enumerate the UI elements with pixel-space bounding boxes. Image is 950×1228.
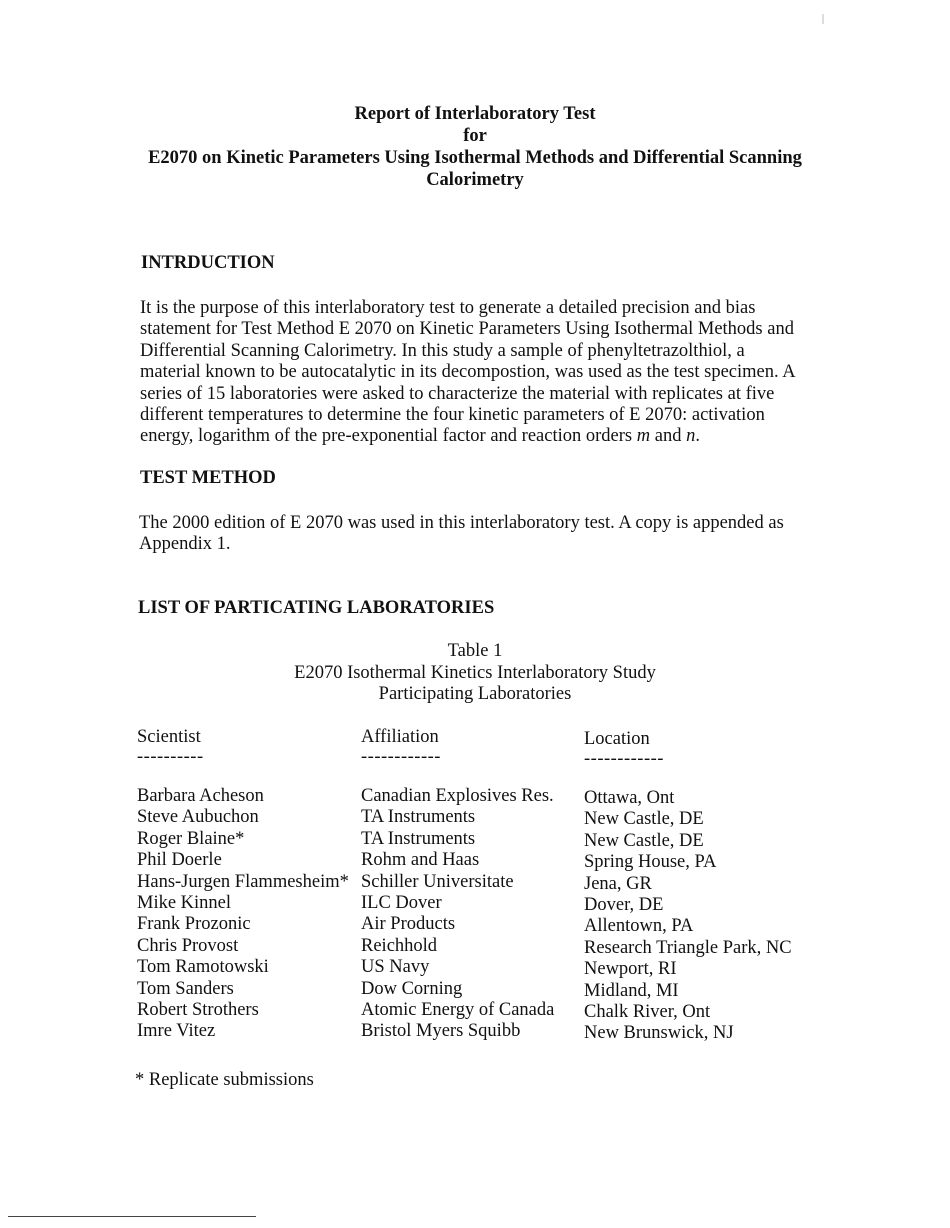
affiliation-name: Canadian Explosives Res.: [361, 786, 554, 806]
title-line-4: Calorimetry: [426, 170, 524, 190]
affiliation-name: Dow Corning: [361, 978, 463, 999]
variable-m: m: [636, 426, 651, 447]
affiliation-name: Air Products: [361, 914, 456, 935]
location-list: [584, 788, 792, 1045]
scientist-name: Tom Sanders: [137, 978, 234, 999]
affiliation-name: Schiller Universitate: [361, 871, 514, 892]
scientist-name: Imre Vitez: [137, 1021, 216, 1042]
test-method-paragraph: [139, 513, 784, 556]
affiliation-name: Rohm and Haas: [361, 850, 480, 871]
table-number: Table 1: [447, 641, 503, 661]
introduction-paragraph: [140, 298, 796, 448]
location-name: New Brunswick, NJ: [584, 1023, 734, 1044]
scientist-name: Hans-Jurgen Flammesheim*: [137, 871, 349, 892]
intro-line: different temperatures to determine the four kinetic parameters of E 2070: activation: [140, 405, 765, 426]
scientist-name: Phil Doerle: [137, 850, 222, 871]
location-name: Allentown, PA: [584, 916, 694, 937]
scan-mark: [822, 14, 824, 24]
scientist-name: Steve Aubuchon: [137, 807, 259, 828]
column-rule: ------------: [584, 749, 664, 769]
scientist-name: Robert Strothers: [137, 1000, 259, 1021]
location-name: Jena, GR: [584, 873, 652, 894]
introduction-heading: INTRDUCTION: [141, 253, 275, 273]
intro-line: material known to be autocatalytic in its decompostion, was used as the test specimen. A: [140, 362, 796, 383]
title-line-1: Report of Interlaboratory Test: [354, 104, 596, 124]
location-name: Ottawa, Ont: [584, 788, 675, 808]
scientist-name: Chris Provost: [137, 935, 239, 956]
affiliation-name: Bristol Myers Squibb: [361, 1021, 521, 1042]
scientist-name: Mike Kinnel: [137, 893, 232, 914]
affiliation-list: [361, 786, 554, 1043]
scientist-name: Frank Prozonic: [137, 914, 251, 935]
column-header: Scientist: [137, 727, 201, 747]
test-method-line: Appendix 1.: [139, 534, 231, 555]
period: .: [695, 426, 700, 447]
title-line-3: E2070 on Kinetic Parameters Using Isothermal Methods and Differential Scanning: [148, 148, 802, 168]
intro-line: Differential Scanning Calorimetry. In this study a sample of phenyltetrazolthiol, a: [140, 340, 745, 361]
location-column: [584, 728, 792, 1045]
location-name: Research Triangle Park, NC: [584, 937, 792, 958]
intro-last-line: [140, 426, 796, 447]
location-name: Spring House, PA: [584, 852, 717, 873]
location-name: Chalk River, Ont: [584, 1002, 711, 1023]
location-name: New Castle, DE: [584, 830, 704, 851]
labs-heading: LIST OF PARTICATING LABORATORIES: [138, 598, 495, 618]
affiliation-name: US Navy: [361, 957, 430, 978]
scientist-name: Roger Blaine*: [137, 828, 245, 849]
test-method-line: The 2000 edition of E 2070 was used in this interlaboratory test. A copy is appended as: [139, 513, 784, 533]
scientist-name: Tom Ramotowski: [137, 957, 269, 978]
test-method-heading: TEST METHOD: [140, 468, 276, 488]
variable-n: n: [686, 426, 696, 447]
table-subtitle: Participating Laboratories: [378, 684, 572, 704]
column-rule: ----------: [137, 747, 204, 767]
intro-line: It is the purpose of this interlaboratory test to generate a detailed precision and bias: [140, 298, 756, 318]
intro-line-text: energy, logarithm of the pre-exponential factor and reaction orders: [140, 426, 637, 447]
column-header: Affiliation: [361, 727, 439, 747]
affiliation-name: ILC Dover: [361, 893, 442, 914]
affiliation-name: TA Instruments: [361, 828, 476, 849]
and-text: and: [650, 426, 687, 447]
column-rule: ------------: [361, 747, 441, 767]
location-name: New Castle, DE: [584, 809, 704, 830]
table-caption: [0, 641, 950, 706]
intro-line: statement for Test Method E 2070 on Kinetic Parameters Using Isothermal Methods and: [140, 319, 794, 340]
column-header: Location: [584, 729, 650, 749]
report-title: [0, 103, 950, 191]
footer-divider: [8, 1216, 256, 1217]
affiliation-name: Reichhold: [361, 935, 438, 956]
intro-line: series of 15 laboratories were asked to characterize the material with replicates at five: [140, 383, 775, 404]
location-name: Newport, RI: [584, 959, 677, 980]
title-line-2: for: [463, 126, 487, 146]
affiliation-column: [361, 726, 554, 1043]
affiliation-name: Atomic Energy of Canada: [361, 1000, 555, 1021]
scientist-column: [137, 726, 349, 1043]
table-title: E2070 Isothermal Kinetics Interlaboratory Study: [294, 662, 656, 683]
replicate-footnote: * Replicate submissions: [135, 1070, 314, 1090]
location-name: Dover, DE: [584, 895, 664, 916]
scientist-name: Barbara Acheson: [137, 786, 264, 806]
location-name: Midland, MI: [584, 980, 679, 1001]
scientist-list: [137, 786, 349, 1043]
affiliation-name: TA Instruments: [361, 807, 476, 828]
